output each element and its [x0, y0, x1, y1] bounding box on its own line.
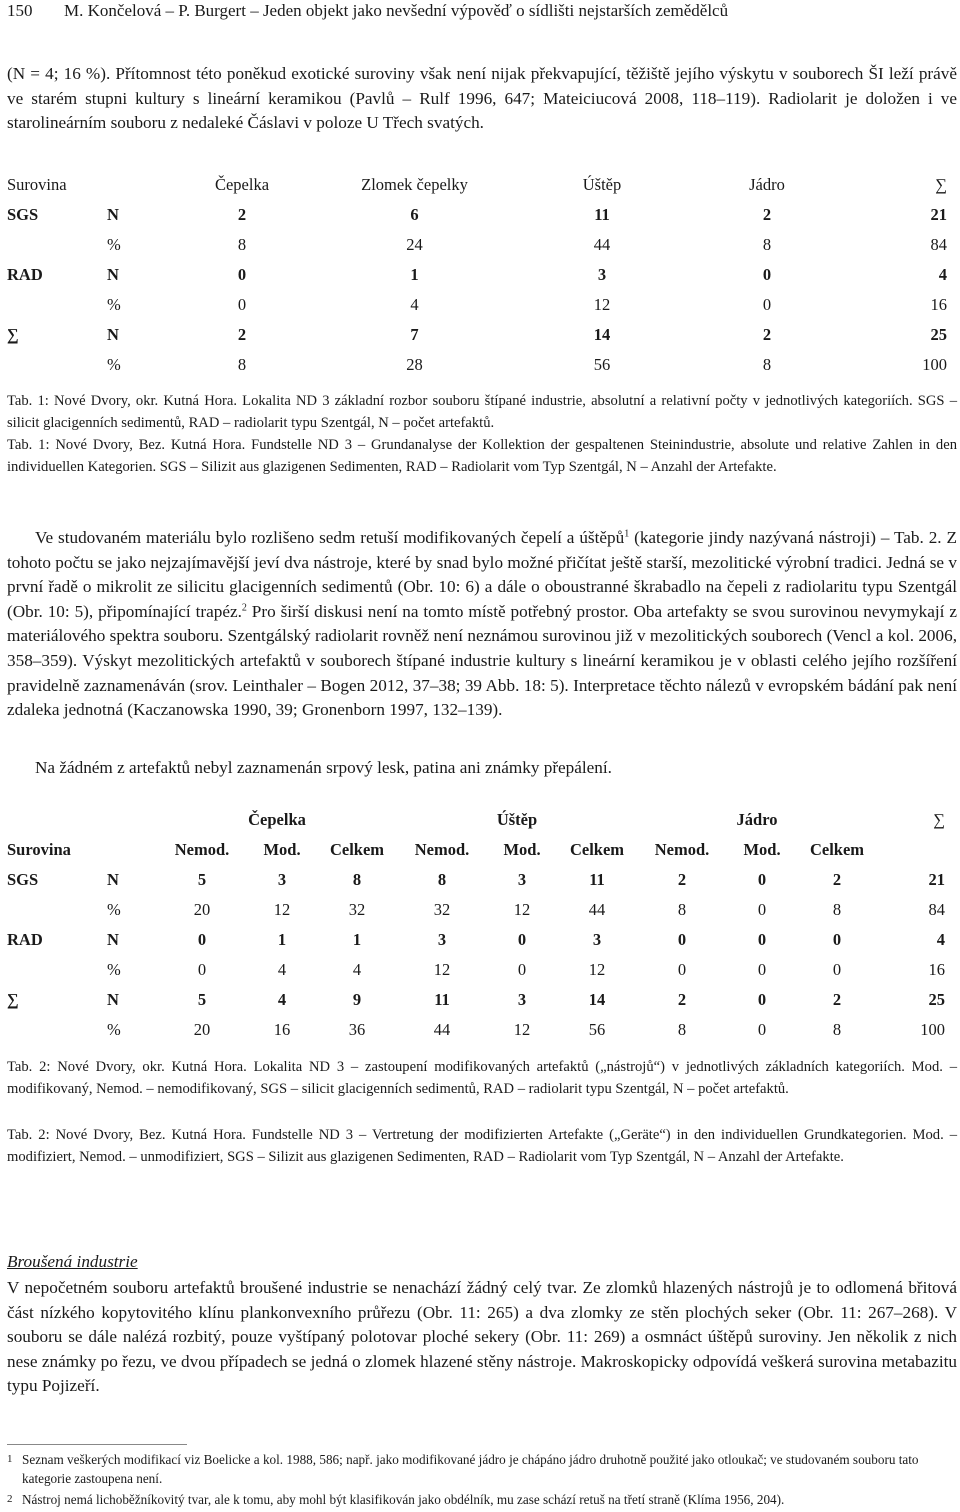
body-paragraph-2: Ve studovaném materiálu bylo rozlišeno sedm retuší modifikovaných čepelí a úštěpů$^1$ (kategorie jindy nazývaná nástroji) – Tab. 2. Z tohoto počtu se jako nejzajímavější jeví dva nástroje, které by snad bylo možné přičítat ještě starší, mezolitické výrobní tradici. Jedná se v první řadě o mikrolit ze silicitu glacigenních sedimentů (Obr. 10: 6) a dále o oboustranné škrabadlo na čepeli z radiolaritu typu Szentgál (Obr. 10: 5), připomínající trapéz.$^2$ Pro širší diskusi není na tomto místě potřebný prostor. Oba artefakty se svou surovinou nevymykají z materiálového spektra souboru. Szentgálský radiolarit rovněž není neznámou surovinou již v mezolitických souborech (Vencl a kol. 2006, 358–359). Výskyt mezolitických artefaktů v souborech štípané industrie kultury s lineární keramikou je v oblasti celého jejího rozšíření pravidelně zaznamenáván (srov. Leinthaler – Bogen 2012, 37–38; 39 Abb. 18: 5). Interpretace těchto nálezů v evropském bádání pak není zdaleka jednotná (Kaczanowska 1990, 39; Gronenborn 1997, 132–139).: [7, 528, 957, 720]
table-cell: 44: [588, 900, 606, 919]
table-cell: 8: [677, 1020, 687, 1039]
table-cell: 100: [922, 355, 947, 374]
running-title: M. Končelová – P. Burgert – Jeden objekt jako nevšední výpověď o sídlišti nejstarších zemědělců: [64, 1, 729, 20]
table-cell: 8: [437, 870, 447, 889]
table-cell: 3: [592, 930, 602, 949]
row-group-label: [7, 895, 107, 925]
table-cell: 8: [237, 235, 247, 254]
table-cell: 84: [930, 235, 947, 254]
table-cell: 0: [237, 295, 247, 314]
col-header-zlomek-cepelky: Zlomek čepelky: [361, 175, 468, 194]
table-row: [7, 955, 957, 985]
table-cell: 32: [433, 900, 451, 919]
row-unit-label: %: [107, 355, 121, 374]
group-header-ustep: Úštěp: [496, 810, 538, 829]
table-cell: 7: [410, 325, 419, 344]
col-header-ustep: Úštěp: [582, 175, 622, 194]
table-cell: 1: [277, 930, 287, 949]
table-cell: 5: [197, 870, 207, 889]
footnote-number: 2: [7, 1493, 13, 1505]
table-sub-header-row: [7, 835, 957, 865]
page-number: 150: [7, 1, 33, 20]
table-cell: 0: [757, 990, 767, 1009]
row-unit-label: %: [107, 235, 121, 254]
table-cell: 8: [237, 355, 247, 374]
table-cell: 20: [193, 1020, 211, 1039]
row-group-label: [7, 290, 107, 320]
col-header-celkem: Celkem: [569, 840, 625, 859]
table-cell: 0: [757, 1020, 767, 1039]
footnote-text: Seznam veškerých modifikací viz Boelicke a kol. 1988, 586; např. jako modifikované jádro je chápáno jádro druhotně použité jako otloukač; ve studovaném souboru tato kategorie zastoupena není.: [22, 1452, 919, 1486]
table-cell: 0: [517, 930, 527, 949]
table-cell: 0: [757, 900, 767, 919]
table-cell: 16: [273, 1020, 291, 1039]
table-1-caption-de: Tab. 1: Nové Dvory, Bez. Kutná Hora. Fundstelle ND 3 – Grundanalyse der Kollektion der gespaltenen Steinindustrie, absolute und relative Zahlen in den individuellen Kategorien. SGS – Silizit aus glazigenen Sedimenten, RAD – Radiolarit vom Typ Szentgál, N – Anzahl der Artefakte.: [7, 437, 957, 475]
table-cell: 4: [938, 265, 947, 284]
table-2-caption-cz: Tab. 2: Nové Dvory, okr. Kutná Hora. Lokalita ND 3 – zastoupení modifikovaných artefaktů („nástrojů“) v jednotlivých základních kategoriích. Mod. – modifikovaný, Nemod. – nemodifikovaný, SGS – silicit glacigenních sedimentů, RAD – radiolarit typu Szentgál, N – počet artefaktů.: [7, 1059, 957, 1097]
table-1-caption-cz: Tab. 1: Nové Dvory, okr. Kutná Hora. Lokalita ND 3 základní rozbor souboru štípané industrie, absolutní a relativní počty v jednotlivých kategoriích. SGS – silicit glacigenních sedimentů, RAD – radiolarit typu Szentgál, N – počet artefaktů.: [7, 393, 957, 431]
table-cell: 0: [832, 930, 842, 949]
row-group-label: RAD: [7, 930, 43, 949]
table-cell: 0: [517, 960, 527, 979]
table-cell: 21: [930, 205, 947, 224]
table-cell: 12: [513, 900, 531, 919]
table-cell: 4: [277, 990, 287, 1009]
row-unit-label: %: [107, 900, 121, 919]
table-cell: 6: [410, 205, 419, 224]
table-cell: 8: [677, 900, 687, 919]
row-group-label: ∑: [7, 990, 19, 1009]
table-cell: 0: [757, 930, 767, 949]
col-header-jadro: Jádro: [749, 175, 785, 194]
table-cell: 3: [437, 930, 447, 949]
table-group-header-row: [7, 805, 957, 835]
row-group-label: ∑: [7, 325, 19, 344]
table-cell: 0: [762, 295, 772, 314]
table-cell: 0: [762, 265, 772, 284]
table-cell: 0: [197, 930, 207, 949]
row-unit-label: %: [107, 295, 121, 314]
row-unit-label: %: [107, 1020, 121, 1039]
row-unit-label: N: [107, 265, 119, 284]
table-cell: 2: [762, 205, 772, 224]
footnote-2: [7, 1490, 957, 1509]
row-unit-label: N: [107, 990, 119, 1009]
table-2-caption-de: Tab. 2: Nové Dvory, Bez. Kutná Hora. Fundstelle ND 3 – Vertretung der modifizierten Artefakte („Geräte“) in den individuellen Grundkategorien. Mod. – modifiziert, Nemod. – unmodifiziert, SGS – Silizit aus glazigenen Sedimenten, RAD – Radiolarit vom Typ Szentgál, N – Anzahl der Artefakte.: [7, 1127, 957, 1165]
table-cell: 25: [930, 325, 947, 344]
col-header-surovina: Surovina: [7, 175, 67, 194]
row-unit-label: N: [107, 205, 119, 224]
table-cell: 12: [588, 960, 606, 979]
col-header-surovina: Surovina: [7, 840, 71, 859]
table-cell: 84: [928, 900, 945, 919]
table-cell: 2: [677, 990, 687, 1009]
table-cell: 8: [832, 900, 842, 919]
table-cell: 12: [433, 960, 451, 979]
group-header-jadro: Jádro: [736, 810, 778, 829]
table-cell: 28: [406, 355, 423, 374]
col-header-mod: Mod.: [503, 840, 541, 859]
row-group-label: [7, 350, 107, 380]
table-cell: 4: [277, 960, 287, 979]
table-cell: 5: [197, 990, 207, 1009]
table-cell: 2: [762, 325, 772, 344]
table-row: [7, 320, 957, 350]
table-cell: 25: [928, 990, 945, 1009]
col-header-sum: ∑: [935, 175, 947, 194]
row-group-label: [7, 1015, 107, 1045]
table-cell: 21: [928, 870, 945, 889]
row-unit-label: N: [107, 870, 119, 889]
col-header-nemod: Nemod.: [414, 840, 470, 859]
table-row: [7, 895, 957, 925]
table-cell: 12: [273, 900, 291, 919]
table-cell: 8: [352, 870, 362, 889]
running-header: [7, 0, 957, 24]
table-cell: 100: [920, 1020, 945, 1039]
table-cell: 44: [593, 235, 611, 254]
table-cell: 9: [352, 990, 362, 1009]
table-row: [7, 200, 957, 230]
section-body: V nepočetném souboru artefaktů broušené industrie se nenachází žádný celý tvar. Ze zlomků hlazených nástrojů je to odlomená břitová část nízkého kopytovitého klínu plankonvexního průřezu (Obr. 11: 265) a dva zlomky ze stěn plochých seker (Obr. 11: 267–268). V souboru se dále nalézá rozbitý, pouze vyštípaný polotovar ploché sekery (Obr. 11: 269) a osmnáct úštěpů suroviny. Jen několik z nich nese známky po řezu, ve dvou případech se jedná o zlomek hlazené stěny nástroje. Makroskopicky odpovídá veškerá surovina metabazitu typu Pojizeří.: [7, 1278, 957, 1396]
col-header-mod: Mod.: [743, 840, 781, 859]
table-row: [7, 350, 957, 380]
table-cell: 2: [677, 870, 687, 889]
table-cell: 1: [410, 265, 419, 284]
row-unit-label: N: [107, 325, 119, 344]
col-header-celkem: Celkem: [809, 840, 865, 859]
table-row: [7, 290, 957, 320]
row-unit-label: N: [107, 930, 119, 949]
table-cell: 3: [597, 265, 607, 284]
table-cell: 44: [433, 1020, 451, 1039]
table-cell: 11: [594, 205, 610, 224]
table-cell: 8: [762, 355, 772, 374]
table-cell: 4: [410, 295, 419, 314]
table-cell: 2: [237, 205, 247, 224]
table-1: [7, 170, 957, 380]
table-cell: 3: [277, 870, 287, 889]
col-header-mod: Mod.: [263, 840, 301, 859]
table-row: [7, 985, 957, 1015]
col-header-celkem: Celkem: [329, 840, 385, 859]
table-cell: 2: [832, 990, 842, 1009]
table-cell: 4: [352, 960, 362, 979]
table-cell: 11: [589, 870, 605, 889]
table-cell: 16: [928, 960, 945, 979]
row-group-label: [7, 230, 107, 260]
footnote-1: [7, 1450, 957, 1488]
body-paragraph-3: Na žádném z artefaktů nebyl zaznamenán srpový lesk, patina ani známky přepálení.: [35, 758, 612, 777]
table-cell: 12: [593, 295, 611, 314]
table-cell: 0: [832, 960, 842, 979]
table-cell: 14: [593, 325, 611, 344]
col-header-cepelka: Čepelka: [214, 175, 270, 194]
table-cell: 32: [348, 900, 366, 919]
table-cell: 0: [757, 960, 767, 979]
table-cell: 14: [588, 990, 606, 1009]
table-cell: 12: [513, 1020, 531, 1039]
row-group-label: SGS: [7, 205, 39, 224]
table-2: [7, 805, 957, 1045]
table-cell: 1: [352, 930, 362, 949]
table-cell: 8: [832, 1020, 842, 1039]
footnote-ref-2: 2: [241, 602, 247, 614]
table-row: [7, 865, 957, 895]
table-row: [7, 925, 957, 955]
table-cell: 11: [434, 990, 450, 1009]
table-cell: 16: [930, 295, 947, 314]
table-cell: 56: [588, 1020, 606, 1039]
table-row: [7, 1015, 957, 1045]
table-cell: 24: [406, 235, 423, 254]
table-cell: 4: [936, 930, 945, 949]
intro-paragraph: (N = 4; 16 %). Přítomnost této poněkud exotické suroviny však není nijak překvapující, těžiště jejího výskytu v souborech ŠI leží právě ve starém stupni kultury s lineární keramikou (Pavlů – Rulf 1996, 647; Mateiciucová 2008, 118–119). Radiolarit je doložen i ve starolineárním souboru z nedaleké Čáslavi v poloze U Třech svatých.: [7, 64, 957, 133]
table-cell: 0: [237, 265, 247, 284]
table-row: [7, 230, 957, 260]
table-cell: 0: [677, 930, 687, 949]
table-header-row: [7, 170, 957, 200]
table-cell: 2: [237, 325, 247, 344]
footnote-text: Nástroj nemá lichoběžníkovitý tvar, ale k tomu, aby mohl být klasifikován jako obdélník, mu zase schází retuš na třetí straně (Klíma 1956, 204).: [22, 1492, 785, 1507]
group-header-sum: ∑: [933, 810, 945, 829]
row-group-label: RAD: [7, 265, 43, 284]
col-header-nemod: Nemod.: [654, 840, 710, 859]
table-cell: 3: [517, 990, 527, 1009]
table-cell: 20: [193, 900, 211, 919]
table-cell: 36: [348, 1020, 366, 1039]
row-unit-label: %: [107, 960, 121, 979]
table-cell: 8: [762, 235, 772, 254]
table-cell: 0: [757, 870, 767, 889]
footnote-divider: [7, 1444, 187, 1445]
col-header-nemod: Nemod.: [174, 840, 230, 859]
row-group-label: SGS: [7, 870, 39, 889]
table-cell: 2: [832, 870, 842, 889]
footnote-ref-1: 1: [624, 528, 630, 540]
footnote-number: 1: [7, 1453, 13, 1465]
section-title: Broušená industrie: [7, 1252, 138, 1271]
table-cell: 3: [517, 870, 527, 889]
group-header-cepelka: Čepelka: [248, 810, 306, 829]
row-group-label: [7, 955, 107, 985]
table-cell: 56: [593, 355, 611, 374]
table-cell: 0: [677, 960, 687, 979]
table-row: [7, 260, 957, 290]
table-cell: 0: [197, 960, 207, 979]
